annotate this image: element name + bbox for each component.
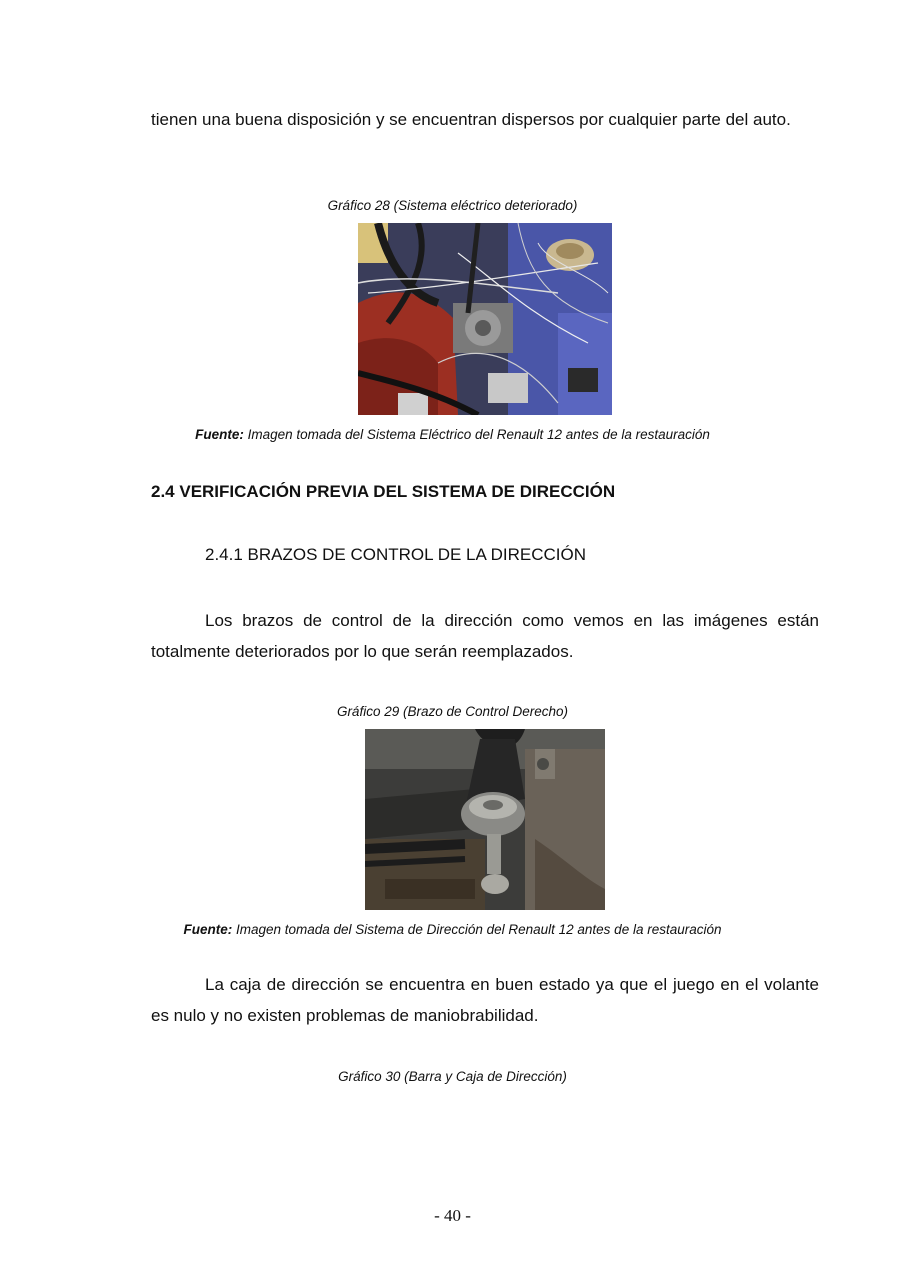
figure-29-caption: Gráfico 29 (Brazo de Control Derecho) xyxy=(336,704,569,719)
source-label: Fuente: xyxy=(183,922,233,937)
section-heading: 2.4 VERIFICACIÓN PREVIA DEL SISTEMA DE DIRECCIÓN xyxy=(151,482,616,501)
paragraph-intro: tienen una buena disposición y se encuentran dispersos por cualquier parte del auto. xyxy=(151,110,791,129)
paragraph-control-arms: Los brazos de control de la dirección como vemos en las imágenes están totalmente deteriorados por lo que serán reemplazados. xyxy=(151,611,819,661)
figure-30-caption: Gráfico 30 (Barra y Caja de Dirección) xyxy=(338,1069,567,1084)
source-label: Fuente: xyxy=(195,427,244,442)
control-arm-photo xyxy=(365,729,605,910)
figure-28-source xyxy=(0,426,905,444)
paragraph-steering-box: La caja de dirección se encuentra en buen estado ya que el juego en el volante es nulo y no existen problemas de maniobrabilidad. xyxy=(151,975,819,1025)
engine-electrical-photo xyxy=(358,223,612,415)
page-number: - 40 - xyxy=(434,1206,471,1225)
subsection-heading: 2.4.1 BRAZOS DE CONTROL DE LA DIRECCIÓN xyxy=(205,545,587,564)
figure-29-source xyxy=(0,921,905,939)
source-text: Imagen tomada del Sistema de Dirección del Renault 12 antes de la restauración xyxy=(232,922,722,937)
source-text: Imagen tomada del Sistema Eléctrico del Renault 12 antes de la restauración xyxy=(243,427,710,442)
figure-28-caption: Gráfico 28 (Sistema eléctrico deteriorado) xyxy=(327,198,578,213)
